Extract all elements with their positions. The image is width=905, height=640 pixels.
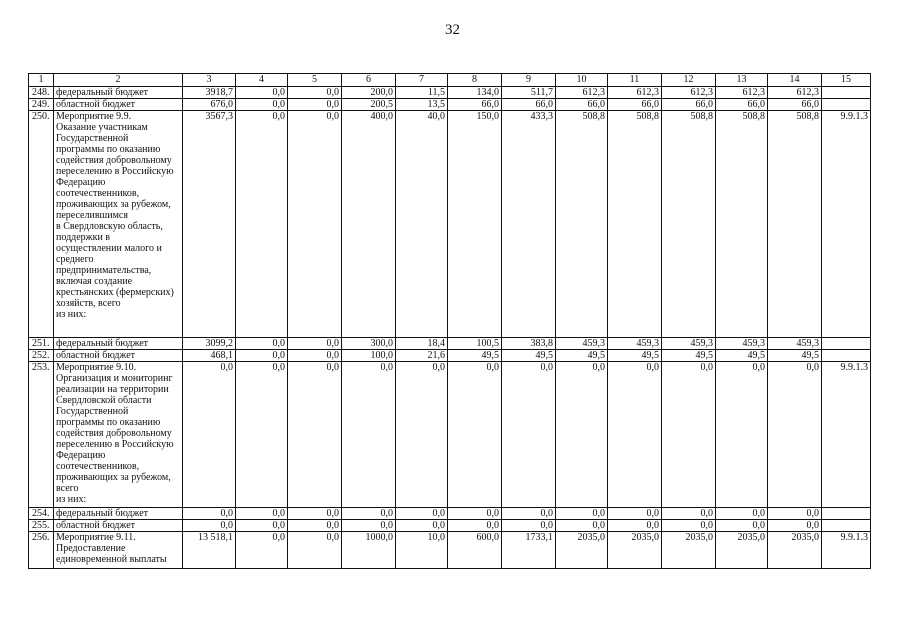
value-cell: 0,0 [236,99,288,111]
value-cell: 0,0 [288,99,342,111]
row-name-line: проживающих за рубежом, [56,472,171,483]
value-cell: 200,5 [342,99,396,111]
value-cell: 66,0 [768,99,822,111]
value-cell: 0,0 [236,532,288,569]
value-cell: 0,0 [448,508,502,520]
value-cell: 13,5 [396,99,448,111]
row-number: 255. [29,520,54,532]
header-cell: 8 [448,74,502,87]
value-cell: 676,0 [183,99,236,111]
value-cell: 49,5 [716,350,768,362]
value-cell: 612,3 [608,87,662,99]
row-number: 251. [29,338,54,350]
row-name [54,338,183,350]
header-cell: 3 [183,74,236,87]
row-number: 250. [29,111,54,338]
value-cell: 0,0 [236,87,288,99]
target-code-cell: 9.9.1.3 [822,362,871,508]
page-number: 32 [445,22,460,38]
value-cell: 13 518,1 [183,532,236,569]
header-cell: 4 [236,74,288,87]
row-name [54,111,183,338]
row-name [54,362,183,508]
value-cell: 10,0 [396,532,448,569]
value-cell: 66,0 [662,99,716,111]
value-cell: 0,0 [396,520,448,532]
value-cell: 49,5 [662,350,716,362]
row-name-line: из них: [56,494,87,505]
value-cell: 0,0 [608,508,662,520]
value-cell: 66,0 [502,99,556,111]
header-cell: 13 [716,74,768,87]
value-cell: 100,0 [342,350,396,362]
header-cell: 1 [29,74,54,87]
value-cell: 49,5 [556,350,608,362]
value-cell: 0,0 [288,532,342,569]
value-cell: 459,3 [768,338,822,350]
value-cell: 0,0 [608,520,662,532]
header-cell: 6 [342,74,396,87]
value-cell: 66,0 [716,99,768,111]
value-cell: 2035,0 [662,532,716,569]
value-cell: 612,3 [768,87,822,99]
value-cell: 2035,0 [768,532,822,569]
value-cell: 2035,0 [556,532,608,569]
row-name-line: Мероприятие 9.9. [56,111,132,122]
value-cell: 508,8 [556,111,608,338]
value-cell: 49,5 [502,350,556,362]
value-cell: 0,0 [236,111,288,338]
value-cell: 383,8 [502,338,556,350]
value-cell: 0,0 [396,508,448,520]
value-cell: 468,1 [183,350,236,362]
value-cell: 0,0 [556,508,608,520]
row-name-line: областной бюджет [56,99,136,110]
value-cell: 11,5 [396,87,448,99]
value-cell: 0,0 [288,111,342,338]
value-cell: 0,0 [716,508,768,520]
value-cell: 0,0 [556,520,608,532]
row-name-line: программы по оказанию [56,144,161,155]
budget-table [28,73,871,569]
value-cell: 0,0 [236,508,288,520]
row-name-line: хозяйств, всего [56,298,121,309]
row-name-line: программы по оказанию [56,417,161,428]
value-cell: 0,0 [236,350,288,362]
header-cell: 7 [396,74,448,87]
row-name-line: проживающих за рубежом, [56,199,171,210]
row-name-line: соотечественников, [56,188,140,199]
row-number: 256. [29,532,54,569]
value-cell: 2035,0 [716,532,768,569]
row-name-line: осуществлении малого и [56,243,162,254]
table-row [29,508,871,520]
table-row [29,532,871,569]
header-cell: 2 [54,74,183,87]
value-cell: 0,0 [288,87,342,99]
value-cell: 600,0 [448,532,502,569]
value-cell: 0,0 [502,520,556,532]
value-cell: 433,3 [502,111,556,338]
value-cell: 0,0 [288,362,342,508]
table-body [29,74,871,569]
value-cell: 0,0 [288,520,342,532]
row-name [54,350,183,362]
value-cell: 612,3 [662,87,716,99]
value-cell: 49,5 [608,350,662,362]
target-code-cell [822,99,871,111]
value-cell: 612,3 [556,87,608,99]
value-cell: 3099,2 [183,338,236,350]
value-cell: 0,0 [662,362,716,508]
row-name-line: Государственной [56,133,129,144]
value-cell: 0,0 [716,362,768,508]
value-cell: 0,0 [448,520,502,532]
value-cell: 0,0 [183,508,236,520]
value-cell: 508,8 [608,111,662,338]
row-name-line: федеральный бюджет [56,508,149,519]
row-number: 252. [29,350,54,362]
value-cell: 66,0 [608,99,662,111]
value-cell: 0,0 [662,520,716,532]
value-cell: 0,0 [502,362,556,508]
value-cell: 100,5 [448,338,502,350]
value-cell: 0,0 [448,362,502,508]
row-name-line: переселившимся [56,210,128,221]
row-name-line: Государственной [56,406,129,417]
row-name [54,508,183,520]
row-name [54,532,183,569]
value-cell: 0,0 [236,362,288,508]
value-cell: 150,0 [448,111,502,338]
table-header-row [29,74,871,87]
value-cell: 508,8 [716,111,768,338]
header-cell: 12 [662,74,716,87]
value-cell: 0,0 [768,362,822,508]
value-cell: 3918,7 [183,87,236,99]
value-cell: 612,3 [716,87,768,99]
row-name-line: областной бюджет [56,350,136,361]
row-name-line: Организация и мониторинг [56,373,173,384]
value-cell: 508,8 [768,111,822,338]
row-name [54,87,183,99]
value-cell: 400,0 [342,111,396,338]
table-row [29,350,871,362]
value-cell: 0,0 [502,508,556,520]
row-name [54,99,183,111]
row-name-line: Свердловской области [56,395,152,406]
value-cell: 0,0 [236,338,288,350]
value-cell: 200,0 [342,87,396,99]
header-cell: 15 [822,74,871,87]
row-number: 254. [29,508,54,520]
value-cell: 0,0 [716,520,768,532]
header-cell: 10 [556,74,608,87]
value-cell: 0,0 [342,520,396,532]
value-cell: 0,0 [662,508,716,520]
value-cell: 0,0 [608,362,662,508]
target-code-cell [822,508,871,520]
row-name-line: крестьянских (фермерских) [56,287,174,298]
row-name-line: соотечественников, [56,461,140,472]
row-name-line: поддержки в [56,232,111,243]
value-cell: 66,0 [556,99,608,111]
target-code-cell [822,520,871,532]
row-name-line: содействия добровольному [56,428,172,439]
value-cell: 49,5 [768,350,822,362]
row-number: 248. [29,87,54,99]
row-name-line: предпринимательства, [56,265,152,276]
target-code-cell: 9.9.1.3 [822,532,871,569]
row-name-line: среднего [56,254,94,265]
value-cell: 459,3 [716,338,768,350]
row-number: 253. [29,362,54,508]
row-name-line: в Свердловскую область, [56,221,163,232]
row-number: 249. [29,99,54,111]
table-row [29,111,871,338]
row-name-line: Федерацию [56,450,106,461]
value-cell: 21,6 [396,350,448,362]
value-cell: 49,5 [448,350,502,362]
row-name-line: содействия добровольному [56,155,172,166]
value-cell: 511,7 [502,87,556,99]
value-cell: 1000,0 [342,532,396,569]
value-cell: 40,0 [396,111,448,338]
value-cell: 18,4 [396,338,448,350]
value-cell: 0,0 [342,362,396,508]
row-name-line: Федерацию [56,177,106,188]
header-cell: 11 [608,74,662,87]
row-name-line: областной бюджет [56,520,136,531]
value-cell: 0,0 [556,362,608,508]
row-name-line: реализации на территории [56,384,169,395]
header-cell: 9 [502,74,556,87]
value-cell: 0,0 [288,350,342,362]
value-cell: 0,0 [183,520,236,532]
row-name-line: из них: [56,309,87,320]
row-name-line: Оказание участникам [56,122,148,133]
value-cell: 459,3 [608,338,662,350]
header-cell: 5 [288,74,342,87]
row-name [54,520,183,532]
value-cell: 0,0 [396,362,448,508]
table-row [29,99,871,111]
value-cell: 1733,1 [502,532,556,569]
row-name-line: переселению в Российскую [56,166,174,177]
value-cell: 134,0 [448,87,502,99]
target-code-cell [822,87,871,99]
row-name-line: Предоставление [56,543,126,554]
row-name-line: всего [56,483,79,494]
value-cell: 0,0 [768,508,822,520]
target-code-cell [822,338,871,350]
value-cell: 0,0 [183,362,236,508]
header-cell: 14 [768,74,822,87]
value-cell: 459,3 [662,338,716,350]
row-name-line: Мероприятие 9.10. [56,362,137,373]
table-row [29,338,871,350]
table-row [29,87,871,99]
row-name-line: единовременной выплаты [56,554,167,565]
table-row [29,520,871,532]
value-cell: 0,0 [342,508,396,520]
value-cell: 0,0 [236,520,288,532]
value-cell: 0,0 [288,338,342,350]
row-name-line: включая создание [56,276,133,287]
target-code-cell: 9.9.1.3 [822,111,871,338]
row-name-line: переселению в Российскую [56,439,174,450]
row-name-line: федеральный бюджет [56,338,149,349]
value-cell: 66,0 [448,99,502,111]
value-cell: 0,0 [768,520,822,532]
value-cell: 300,0 [342,338,396,350]
value-cell: 2035,0 [608,532,662,569]
value-cell: 3567,3 [183,111,236,338]
table-row [29,362,871,508]
value-cell: 0,0 [288,508,342,520]
row-name-line: Мероприятие 9.11. [56,532,136,543]
value-cell: 508,8 [662,111,716,338]
value-cell: 459,3 [556,338,608,350]
target-code-cell [822,350,871,362]
row-name-line: федеральный бюджет [56,87,149,98]
